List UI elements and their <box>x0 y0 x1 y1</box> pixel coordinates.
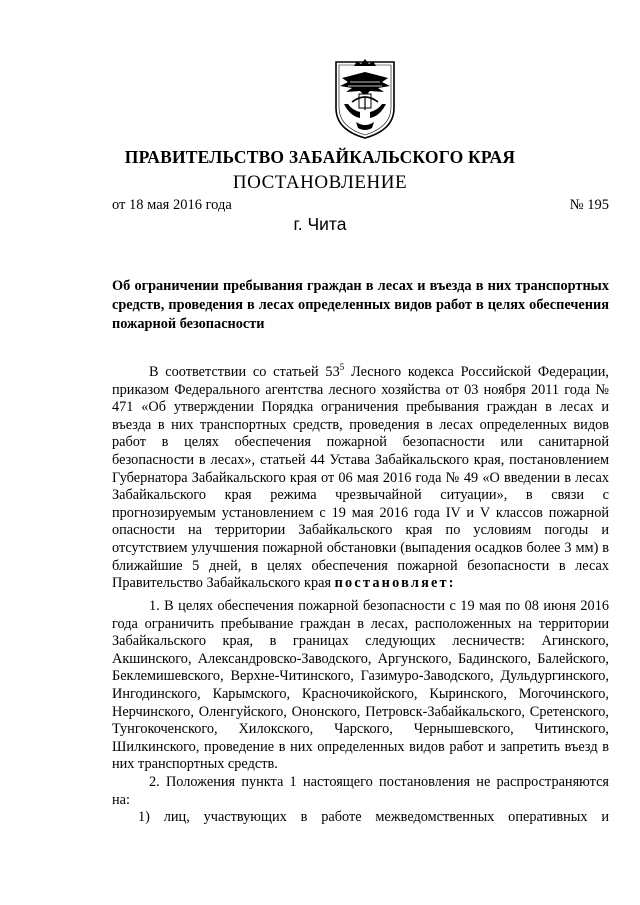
items-section <box>112 598 609 827</box>
document-city: г. Чита <box>293 214 347 234</box>
document-type: ПОСТАНОВЛЕНИЕ <box>232 172 408 193</box>
preamble-text-start: В соответствии со статьей 53 <box>149 364 340 380</box>
preamble-text-rest: Лесного кодекса Российской Федерации, приказом Федерального агентства лесного хозяйства от 03 ноября 2011 года № 471 «Об утверждении Порядка ограничения пребывания граждан в лесах и въезда в них транспортных средств, проведения в лесах определенных видов работ в целях обеспечения пожарной безопасности или санитарной безопасности в лесах», статьей 44 Устава Забайкальского края, постановлением Губернатора Забайкальского края от 06 мая 2016 года № 49 «О введении в лесах Забайкальского края режима чрезвычайной ситуации», в связи с прогнозируемым установлением с 19 мая 2016 года IV и V классов пожарной опасности на территории Забайкальского края по условиям погоды и отсутствием улучшения пожарной обстановки (выпадения осадков более 3 мм) в ближайшие 5 дней, в целях обеспечения пожарной безопасности в лесах Правительство Забайкальского края <box>112 364 609 592</box>
document-title: Об ограничении пребывания граждан в лесах и въезда в них транспортных средств, проведения в лесах определенных видов работ в целях обеспечения пожарной безопасности <box>112 278 609 332</box>
document-number: № 195 <box>569 197 609 213</box>
item-2-sub-1: 1) лиц, участвующих в работе межведомственных оперативных и <box>138 809 609 826</box>
item-2: 2. Положения пункта 1 настоящего постановления не распространяются на: <box>112 773 609 808</box>
preamble-paragraph <box>112 364 609 593</box>
government-name: ПРАВИТЕЛЬСТВО ЗАБАЙКАЛЬСКОГО КРАЯ <box>124 147 516 167</box>
preamble-text <box>112 364 609 593</box>
item-1: 1. В целях обеспечения пожарной безопасности с 19 мая по 08 июня 2016 года ограничить пребывание граждан в лесах, расположенных на территории Забайкальского края, в границах следующих лесничеств: Агинского, Акшинского, Александровско-Заводского, Аргунского, Бадинского, Балейского, Беклемишевского, Верхне-Читинского, Газимуро-Заводского, Дульдургинского, Ингодинского, Карымского, Красночикойского, Кыринского, Могочинского, Нерчинского, Оленгуйского, Ононского, Петровск-Забайкальского, Сретенского, Тунгокоченского, Хилокского, Чарского, Чернышевского, Читинского, Шилкинского, проведение в них определенных видов работ и запретить въезд в них транспортных средств. <box>112 598 609 773</box>
resolves-word: постановляет: <box>334 575 456 592</box>
article-superscript: 5 <box>339 362 345 373</box>
coat-of-arms-emblem <box>330 58 400 140</box>
document-date: от 18 мая 2016 года <box>112 197 232 213</box>
